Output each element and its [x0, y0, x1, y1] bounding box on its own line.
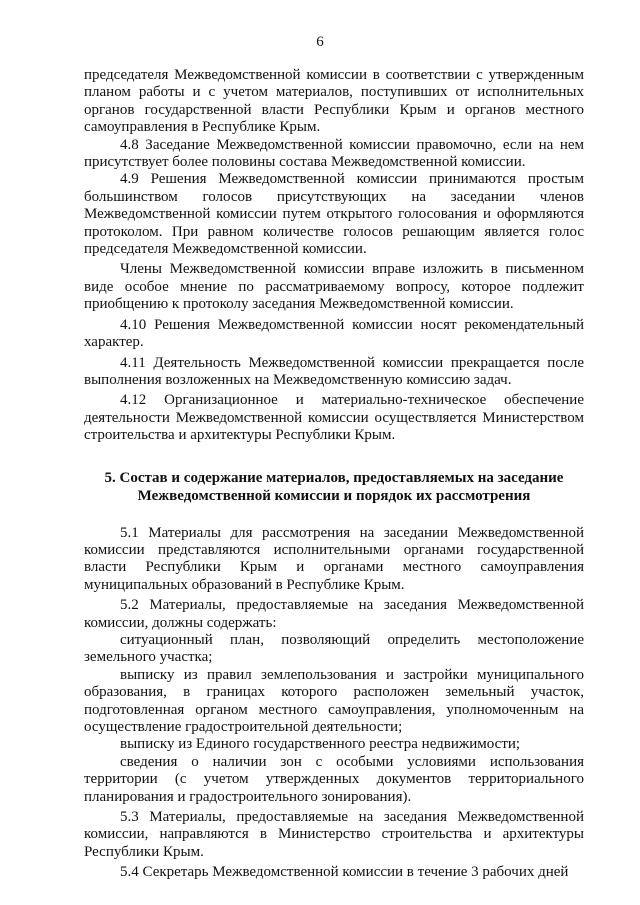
document-body — [84, 67, 584, 882]
paragraph: 4.10 Решения Межведомственной комиссии носят рекомендательный характер. — [84, 316, 584, 351]
section-heading-line: 5. Состав и содержание материалов, предоставляемых на заседание — [104, 469, 564, 486]
list-item: ситуационный план, позволяющий определить местоположение земельного участка; — [84, 631, 584, 666]
section-heading-line: Межведомственной комиссии и порядок их рассмотрения — [137, 487, 531, 504]
paragraph: 4.9 Решения Межведомственной комиссии принимаются простым большинством голосов присутствующих на заседании членов Межведомственной комиссии путем открытого голосования и оформляются протоколом. При равном количестве голосов решающим является голос председателя Межведомственной комиссии. — [84, 171, 584, 258]
paragraph: 4.12 Организационное и материально-техническое обеспечение деятельности Межведомственной комиссии осуществляется Министерством строительства и архитектуры Республики Крым. — [84, 392, 584, 444]
page-number: 6 — [316, 34, 324, 50]
paragraph: 4.8 Заседание Межведомственной комиссии правомочно, если на нем присутствует более половины состава Межведомственной комиссии. — [84, 136, 584, 171]
paragraph: 5.2 Материалы, предоставляемые на заседания Межведомственной комиссии, должны содержать: — [84, 597, 584, 631]
paragraph: 5.1 Материалы для рассмотрения на заседании Межведомственной комиссии представляются исполнительными органами государственной власти Республики Крым и органами местного самоуправления муниципальных образований в Республике Крым. — [84, 524, 584, 593]
paragraph: 4.11 Деятельность Межведомственной комиссии прекращается после выполнения возложенных на Межведомственную комиссию задач. — [84, 354, 584, 388]
list-item: сведения о наличии зон с особыми условиями использования территории (с учетом утвержденных документов территориального планирования и градостроительного зонирования). — [84, 753, 584, 805]
list-item: выписку из Единого государственного реестра недвижимости; — [120, 736, 521, 753]
paragraph: председателя Межведомственной комиссии в соответствии с утвержденным планом работы и с учетом материалов, поступивших от исполнительных органов государственной власти Республики Крым и органов местного самоуправления в Республике Крым. — [84, 67, 584, 136]
paragraph: Члены Межведомственной комиссии вправе изложить в письменном виде особое мнение по рассматриваемому вопросу, которое подлежит приобщению к протоколу заседания Межведомственной комиссии. — [84, 261, 584, 313]
list-item: выписку из правил землепользования и застройки муниципального образования, в границах которого расположен земельный участок, подготовленная органом местного самоуправления, уполномоченным на осуществление градостроительной деятельности; — [84, 666, 584, 735]
paragraph: 5.4 Секретарь Межведомственной комиссии в течение 3 рабочих дней — [120, 864, 569, 881]
paragraph: 5.3 Материалы, предоставляемые на заседания Межведомственной комиссии, направляются в Министерство строительства и архитектуры Республики Крым. — [84, 809, 584, 860]
section-heading — [84, 469, 584, 505]
